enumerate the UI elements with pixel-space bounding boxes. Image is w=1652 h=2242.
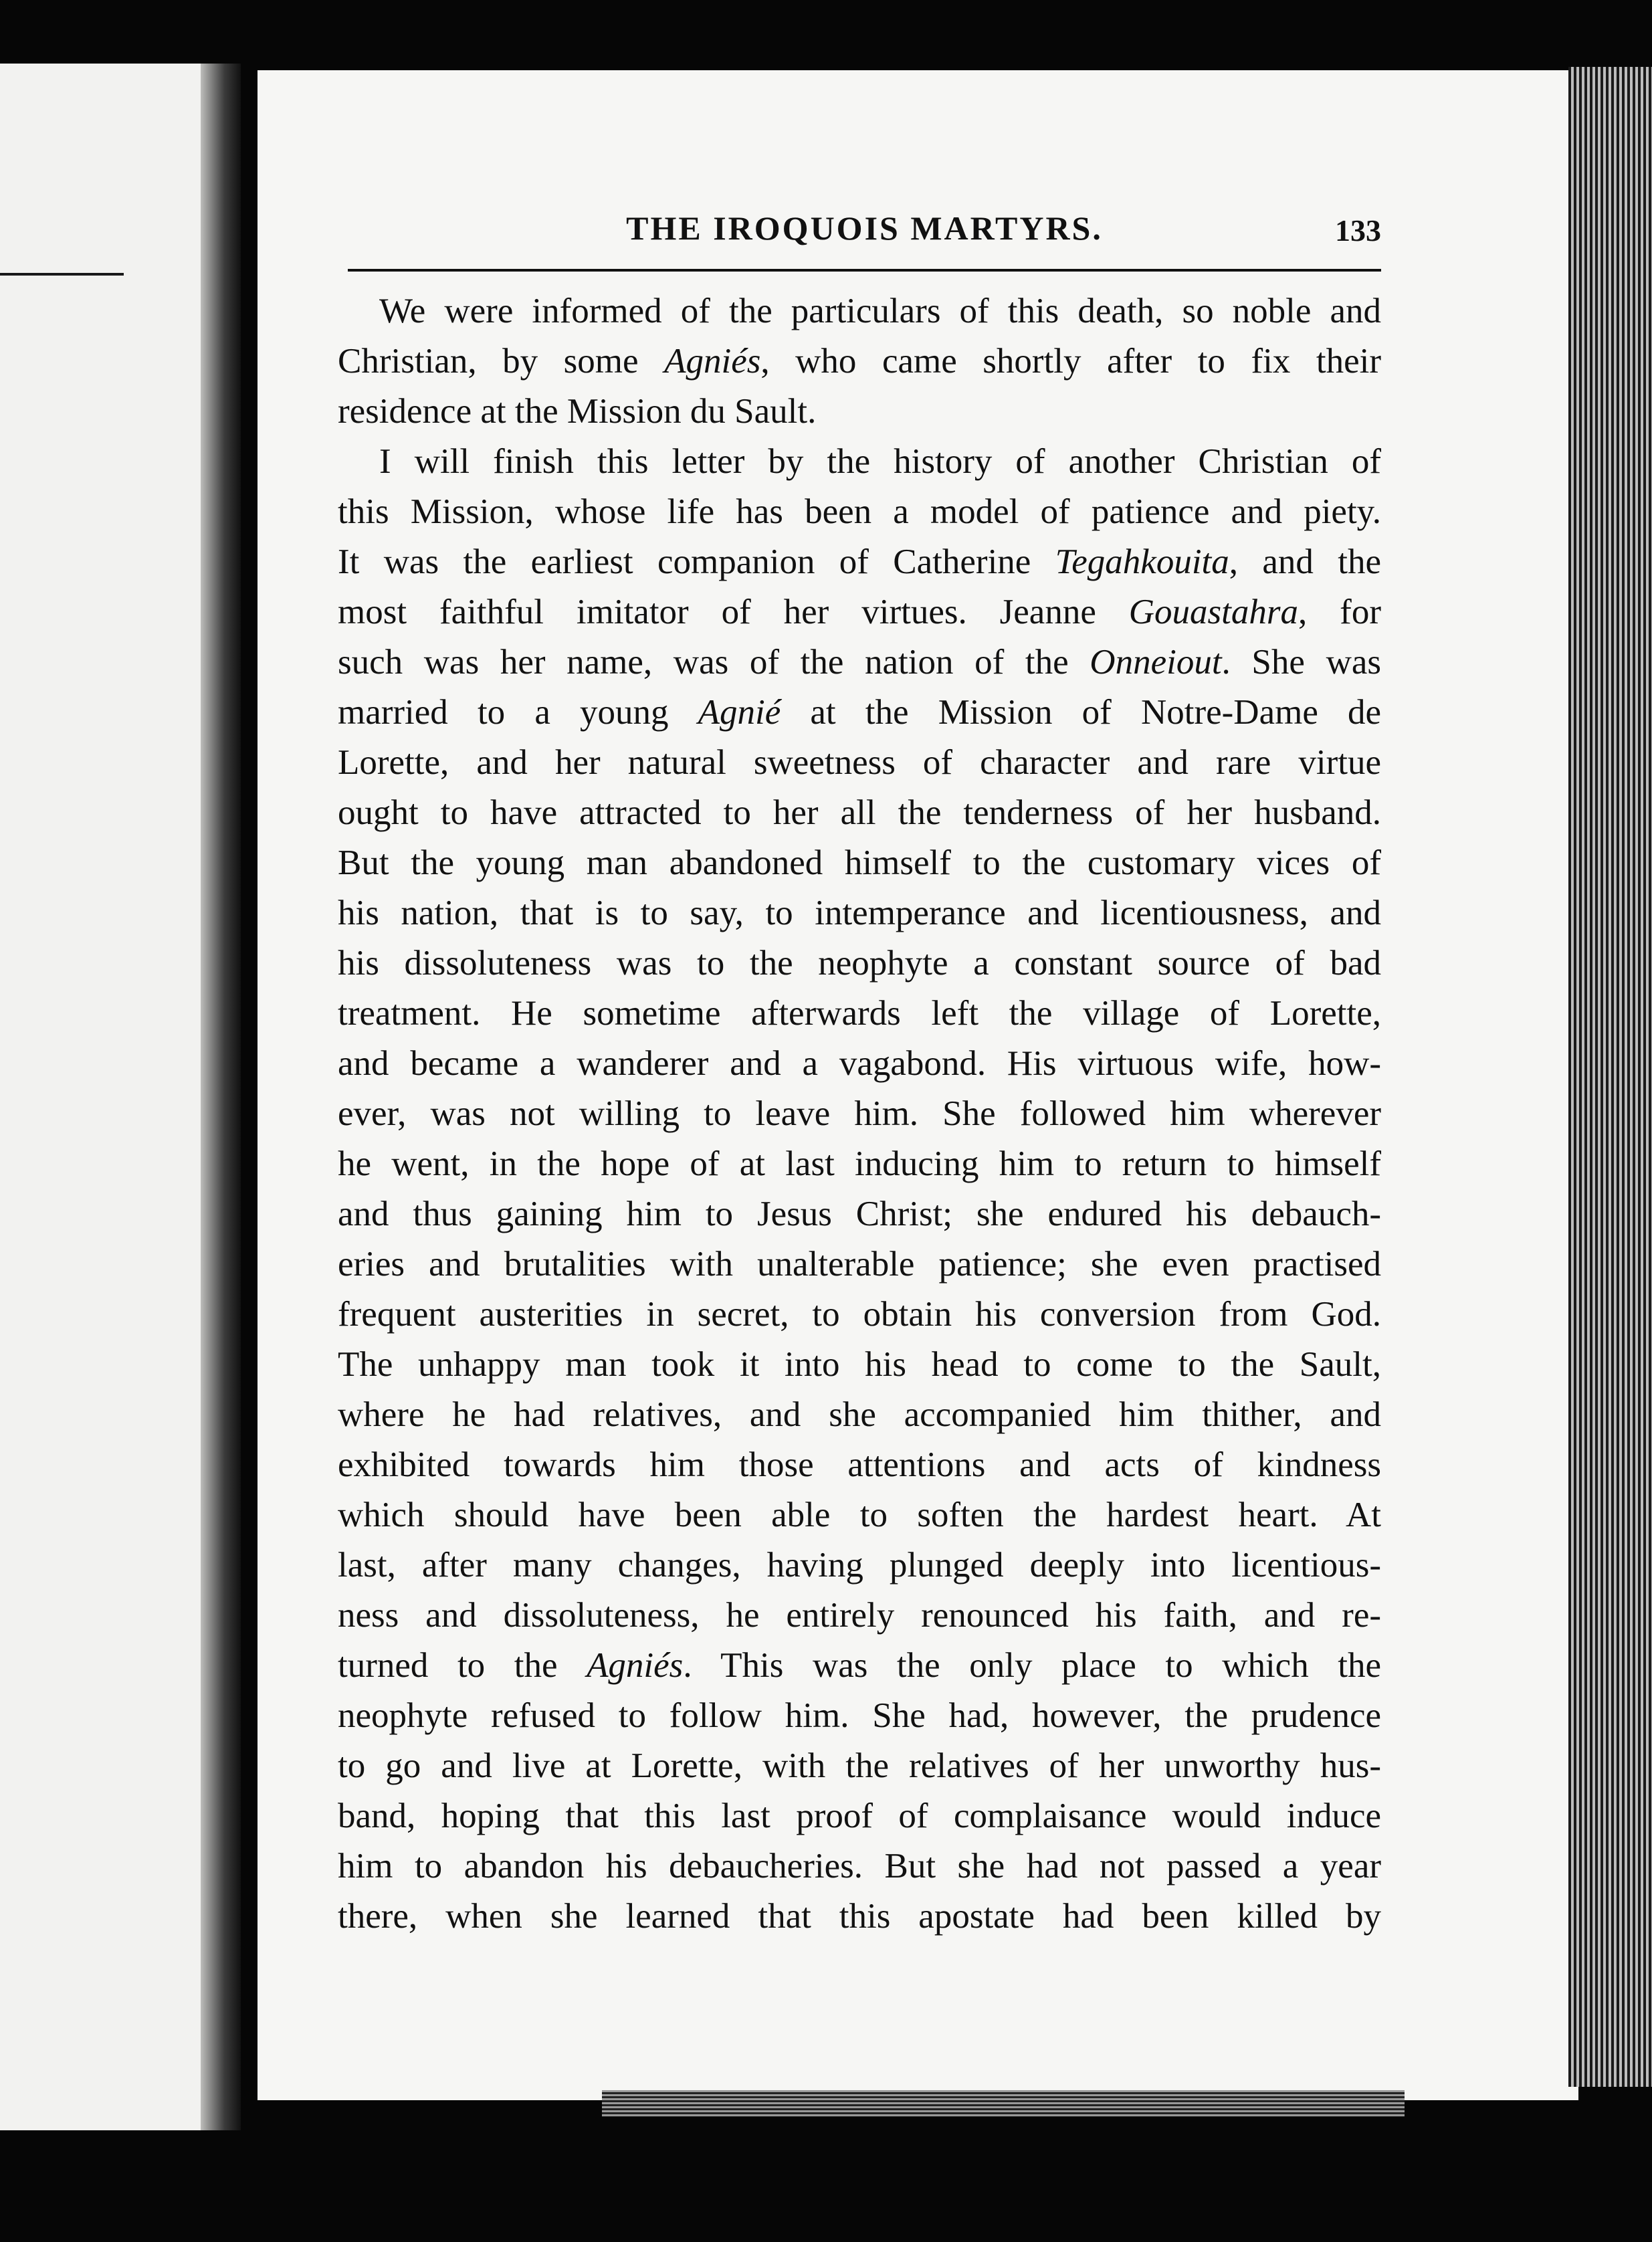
text-line: frequent austerities in secret, to obtain his conversion from God. — [338, 1295, 1381, 1334]
text-line: and became a wanderer and a vagabond. His virtuous wife, how- — [338, 1044, 1381, 1083]
text-line: him to abandon his debaucheries. But she had not passed a year — [338, 1847, 1381, 1886]
text-line: this Mission, whose life has been a model of patience and piety. — [338, 492, 1381, 531]
text-line: Lorette, and her natural sweetness of character and rare virtue — [338, 743, 1381, 782]
running-head-title: THE IROQUOIS MARTYRS. — [626, 209, 1103, 247]
text-line: he went, in the hope of at last inducing him to return to himself — [338, 1144, 1381, 1183]
text-line: turned to the Agniés. This was the only place to which the — [338, 1646, 1382, 1685]
text-line: I will finish this letter by the history of another Christian of — [379, 442, 1381, 481]
text-line: which should have been able to soften the hardest heart. At — [338, 1496, 1381, 1534]
body-text — [338, 286, 1381, 1942]
text-line: most faithful imitator of her virtues. Jeanne Gouastahra, for — [338, 593, 1381, 631]
text-line: there, when she learned that this apostate had been killed by — [338, 1897, 1381, 1936]
text-line: to go and live at Lorette, with the relatives of her unworthy hus- — [338, 1746, 1381, 1785]
text-line: eries and brutalities with unalterable patience; she even practised — [338, 1245, 1381, 1284]
text-line: Christian, by some Agniés, who came shortly after to fix their — [338, 342, 1382, 381]
text-line: band, hoping that this last proof of complaisance would induce — [338, 1797, 1381, 1835]
text-line: neophyte refused to follow him. She had, however, the prudence — [338, 1696, 1381, 1735]
previous-page-header-rule — [0, 273, 124, 276]
text-line: exhibited towards him those attentions and acts of kindness — [338, 1445, 1381, 1484]
text-line: his dissoluteness was to the neophyte a constant source of bad — [338, 944, 1381, 983]
page-bottom-edge — [602, 2090, 1405, 2117]
header-rule — [348, 269, 1381, 272]
text-line: last, after many changes, having plunged deeply into licentious- — [338, 1546, 1381, 1585]
page-edges — [1568, 67, 1652, 2087]
text-line: ought to have attracted to her all the tenderness of her husband. — [338, 793, 1381, 832]
running-head — [348, 209, 1381, 256]
text-line: We were informed of the particulars of this death, so noble and — [379, 292, 1381, 330]
text-line: treatment. He sometime afterwards left the village of Lorette, — [338, 994, 1381, 1033]
page-number: 133 — [1335, 213, 1381, 247]
text-line: and thus gaining him to Jesus Christ; she endured his debauch- — [338, 1195, 1381, 1233]
text-line: where he had relatives, and she accompanied him thither, and — [338, 1395, 1381, 1434]
text-line: ever, was not willing to leave him. She followed him wherever — [338, 1094, 1381, 1133]
text-line: The unhappy man took it into his head to come to the Sault, — [338, 1345, 1381, 1384]
text-line: married to a young Agnié at the Mission of Notre-Dame de — [338, 693, 1382, 732]
text-line: his nation, that is to say, to intemperance and licentiousness, and — [338, 894, 1381, 932]
text-line: such was her name, was of the nation of the Onneiout. She was — [338, 643, 1381, 682]
previous-page — [0, 64, 221, 2130]
text-line: residence at the Mission du Sault. — [338, 392, 817, 431]
book-gutter — [201, 64, 241, 2130]
text-line: It was the earliest companion of Catherine Tegahkouita, and the — [338, 542, 1381, 581]
text-line: But the young man abandoned himself to the customary vices of — [338, 843, 1381, 882]
text-line: ness and dissoluteness, he entirely renounced his faith, and re- — [338, 1596, 1381, 1635]
